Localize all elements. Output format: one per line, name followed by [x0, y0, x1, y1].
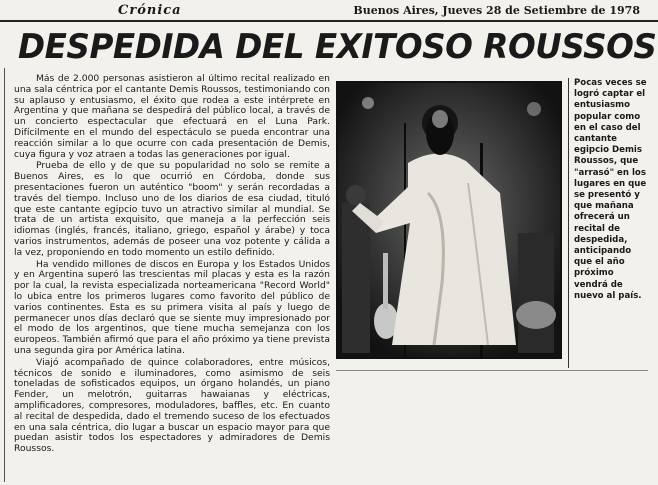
page-header: [0, 0, 658, 22]
column-rule: [4, 68, 5, 482]
headline: DESPEDIDA DEL EXITOSO ROUSSOS: [18, 27, 657, 67]
divider: [336, 370, 648, 371]
photo-demis-roussos: [336, 81, 562, 359]
photo-caption: Pocas veces se logró captar el entusiasmo popular como en el caso del cantante egipcio Demis Roussos, que "arrasó" en los lugares en que se presentó y que mañana ofrecerá un recital de despedida, anticipando que el año próximo vendrá de nuevo al país.: [574, 78, 647, 301]
article-paragraph: Ha vendido millones de discos en Europa y los Estados Unidos y en Argentina superó las trescientas mil placas y esta es la razón por la cual, la revista especializada norteamericana "Record World" lo ubica entre los primeros lugares como favorito del público de varios continentes. Esta es su primera visita al país y luego de permanecer unos días declaró que se siente muy impresionado por el modo de los argentinos, que tiene mucha semejanza con los europeos. También afirmó que para el año próximo ya tiene prevista una segunda gira por América latina.: [14, 258, 330, 356]
caption-rule: [568, 78, 569, 368]
dateline: Buenos Aires, Jueves 28 de Setiembre de 1978: [353, 4, 640, 17]
article-body: [14, 74, 330, 480]
section-name: Crónica: [118, 3, 182, 18]
article-paragraph: Más de 2.000 personas asistieron al último recital realizado en una sala céntrica por el cantante Demis Roussos, testimoniando con su aplauso y entusiasmo, el éxito que rodea a este intérprete en Argentina y que mañana se despedirá del público local, a través de un concierto espectacular que efectuará en el Luna Park. Difícilmente en el mundo del espectáculo se pueda encontrar una reacción similar a lo que ocurre con cada presentación de Demis, cuya figura y voz atraen a todas las generaciones por igual.: [14, 74, 330, 160]
article-paragraph: Viajó acompañado de quince colaboradores, entre músicos, técnicos de sonido e iluminadores, como asimismo de seis toneladas de sofisticados equipos, un órgano holandés, un piano Fender, un melotrón, guitarras hawaianas y eléctricas, amplificadores, compresores, moduladores, baffles, etc. En cuanto al recital de despedida, dado el tremendo suceso de los efectuados en una sala céntrica, dio lugar a buscar un espacio mayor para que puedan asistir todos los espectadores y admiradores de Demis Roussos.: [14, 356, 330, 455]
stage-photo-illustration: [338, 83, 560, 357]
article-paragraph: Prueba de ello y de que su popularidad no solo se remite a Buenos Aires, es lo que ocurrió en Córdoba, donde sus presentaciones fueron un auténtico "boom" y serán recordadas a través del tiempo. Incluso uno de los diarios de esa ciudad, tituló que este cantante egipcio tuvo un atractivo similar al mundial. Se trata de un artista exquisito, que maneja a la perfección seis idiomas (inglés, francés, italiano, griego, español y árabe) y toca varios instrumentos, además de poseer una voz potente y cálida a la vez, proponiendo en todo momento un estilo definido.: [14, 160, 330, 258]
